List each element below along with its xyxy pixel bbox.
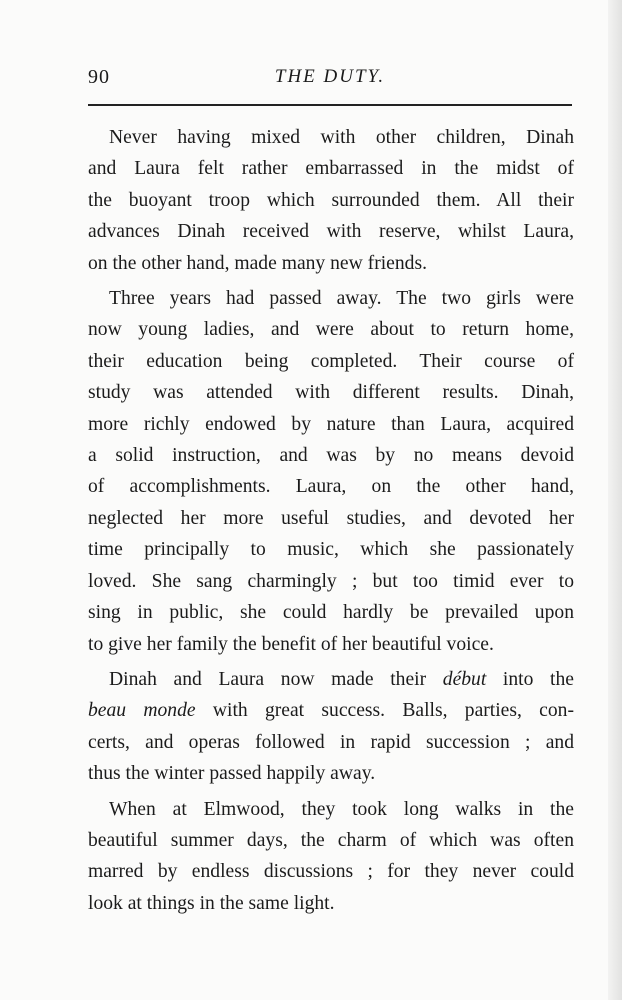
paragraph-3	[88, 664, 574, 790]
text-line: marred by endless discussions ; for they never could	[88, 861, 574, 883]
paragraph-4	[88, 794, 574, 920]
text-line: loved. She sang charmingly ; but too timid ever to	[88, 570, 574, 592]
text-line: more richly endowed by nature than Laura, acquired	[88, 413, 574, 435]
body-text	[88, 122, 574, 919]
text-line: and Laura felt rather embarrassed in the midst of	[88, 158, 574, 180]
text-line: Never having mixed with other children, Dinah	[109, 127, 574, 148]
text-line: sing in public, she could hardly be prevailed upon	[88, 602, 574, 624]
text-line: a solid instruction, and was by no means devoid	[88, 445, 574, 467]
text-line: of accomplishments. Laura, on the other hand,	[88, 476, 574, 498]
text-line: the buoyant troop which surrounded them. All their	[88, 189, 574, 211]
paragraph-2	[88, 283, 574, 660]
text-line: thus the winter passed happily away.	[88, 763, 376, 785]
page-number: 90	[88, 66, 110, 88]
text-line: Three years had passed away. The two girls were	[109, 288, 574, 310]
text-line	[88, 695, 574, 726]
text-segment: Dinah and Laura now made their	[109, 668, 443, 690]
text-segment: into the	[486, 668, 574, 690]
text-segment: with great success. Balls, parties, con-	[195, 700, 574, 722]
paragraph-1	[88, 122, 574, 279]
text-line: study was attended with different results. Dinah,	[88, 382, 574, 404]
running-title: THE DUTY.	[274, 66, 386, 87]
text-line: time principally to music, which she passionately	[88, 539, 574, 561]
italic-word-debut: début	[442, 668, 487, 690]
italic-phrase-beau-monde: beau monde	[88, 700, 196, 722]
page-spine-shadow	[608, 0, 622, 1000]
text-line: their education being completed. Their course of	[88, 350, 574, 372]
text-line: beautiful summer days, the charm of which was often	[88, 829, 574, 851]
text-line	[88, 664, 574, 695]
text-line: look at things in the same light.	[88, 892, 335, 914]
text-line: When at Elmwood, they took long walks in the	[109, 798, 574, 820]
text-line: advances Dinah received with reserve, whilst Laura,	[88, 221, 574, 243]
page-header	[88, 62, 572, 102]
header-rule	[88, 104, 572, 106]
text-line: certs, and operas followed in rapid succession ; and	[88, 731, 574, 753]
text-line: to give her family the benefit of her beautiful voice.	[88, 633, 494, 655]
text-line: now young ladies, and were about to return home,	[88, 319, 574, 341]
text-line: on the other hand, made many new friends.	[88, 252, 427, 274]
text-line: neglected her more useful studies, and devoted her	[88, 507, 574, 529]
